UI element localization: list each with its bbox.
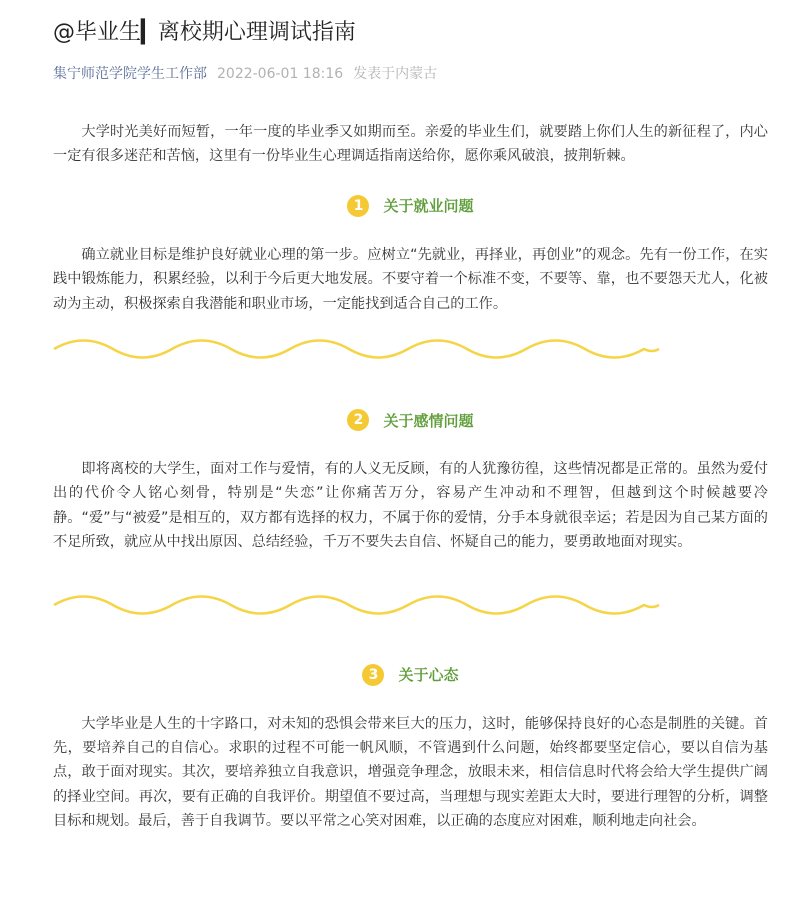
article-meta xyxy=(53,63,437,85)
section-title: 关于就业问题 xyxy=(383,197,474,216)
section-paragraph: 确立就业目标是维护良好就业心理的第一步。应树立“先就业，再择业，再创业”的观念。先有一份工作，在实践中锻炼能力，积累经验，以利于今后更大地发展。不要守着一个标准不变，不要等、靠，也不要怨天尤人，化被动为主动，积极探索自我潜能和职业市场，一定能找到适合自己的工作。 xyxy=(53,246,768,312)
publish-location: 发表于内蒙古 xyxy=(353,66,438,82)
section-heading-1 xyxy=(53,191,768,221)
section-heading-3 xyxy=(53,660,768,690)
publish-date: 2022-06-01 18:16 xyxy=(217,66,344,82)
article-body xyxy=(53,120,768,834)
wave-divider xyxy=(53,336,660,362)
intro-paragraph: 大学时光美好而短暂，一年一度的毕业季又如期而至。亲爱的毕业生们，就要踏上你们人生的新征程了，内心一定有很多迷茫和苦恼，这里有一份毕业生心理调适指南送给你，愿你乘风破浪，披荆斩棘。 xyxy=(53,124,768,165)
section-number-badge: 2 xyxy=(347,409,369,431)
section-title: 关于感情问题 xyxy=(383,411,474,430)
wave-divider xyxy=(53,592,660,618)
section-paragraph: 大学毕业是人生的十字路口，对未知的恐惧会带来巨大的压力，这时，能够保持良好的心态是制胜的关键。首先，要培养自己的自信心。求职的过程不可能一帆风顺，不管遇到什么问题，始终都要坚定信心，要以自信为基点，敢于面对现实。其次，要培养独立自我意识，增强竞争理念，放眼未来，相信信息时代将会给大学生提供广阔的择业空间。再次，要有正确的自我评价。期望值不要过高，当理想与现实差距太大时，要进行理智的分析，调整目标和规划。最后，善于自我调节。要以平常之心笑对困难，以正确的态度应对困难，顺利地走向社会。 xyxy=(53,715,768,830)
section-heading-2 xyxy=(53,405,768,435)
section-paragraph: 即将离校的大学生，面对工作与爱情，有的人义无反顾，有的人犹豫彷徨，这些情况都是正常的。虽然为爱付出的代价令人铭心刻骨，特别是“失恋”让你痛苦万分，容易产生冲动和不理智，但越到这个时候越要冷静。“爱”与“被爱”是相互的，双方都有选择的权力，不属于你的爱情，分手本身就很幸运；若是因为自己某方面的不足所致，就应从中找出原因、总结经验，千万不要失去自信、怀疑自己的能力，要勇敢地面对现实。 xyxy=(53,461,768,551)
section-title: 关于心态 xyxy=(398,666,459,685)
author-link[interactable]: 集宁师范学院学生工作部 xyxy=(53,66,207,82)
section-number-badge: 3 xyxy=(362,664,384,686)
article-title: @毕业生▎离校期心理调试指南 xyxy=(53,20,356,45)
section-number-badge: 1 xyxy=(347,195,369,217)
